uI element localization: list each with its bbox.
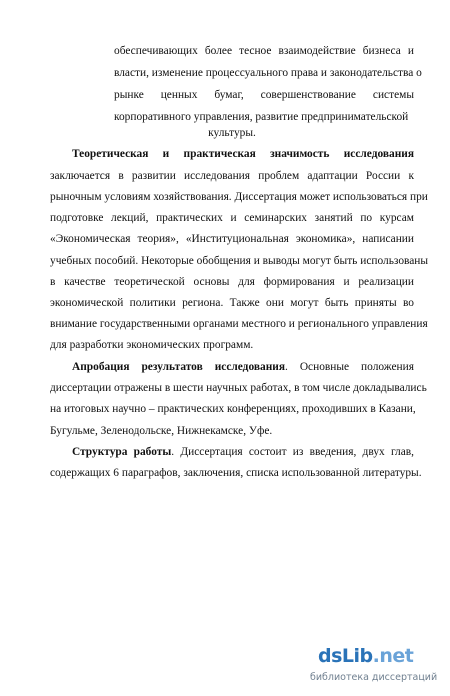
text-line: внимание государственными органами местного и регионального управления <box>50 318 428 330</box>
text-line: рыночным условиям хозяйствования. Диссертация может использоваться при <box>50 191 428 203</box>
text-line: власти, изменение процессуального права и законодательства о <box>114 67 422 79</box>
text-line: содержащих 6 параграфов, заключения, списка использованной литературы. <box>50 467 422 479</box>
text-line: рынке ценных бумаг, совершенствование системы <box>114 89 414 101</box>
text-line: корпоративного управления, развитие предпринимательской <box>114 111 409 123</box>
text-line: культуры. <box>208 127 256 139</box>
heading-approbation: Апробация результатов исследования <box>72 361 285 373</box>
text-line: обеспечивающих более тесное взаимодействие бизнеса и <box>114 45 414 57</box>
heading-structure: Структура работы <box>72 446 172 458</box>
text-line: «Экономическая теория», «Институциональная экономика», написании <box>50 233 414 245</box>
dslib-logo: dsLib.net <box>318 645 414 667</box>
text-line: экономической политики региона. Также они могут быть приняты во <box>50 297 414 309</box>
section-heading <box>72 147 414 161</box>
text-line: подготовке лекций, практических и семинарских занятий по курсам <box>50 212 414 224</box>
text-fragment: . Диссертация состоит из введения, двух глав, <box>171 446 414 458</box>
section-heading <box>72 360 414 374</box>
text-line: Бугульме, Зеленодольске, Нижнекамске, Уфе. <box>50 425 273 437</box>
text-line: в качестве теоретической основы для формирования и реализации <box>50 276 414 288</box>
text-line: диссертации отражены в шести научных работах, в том числе докладывались <box>50 382 427 394</box>
text-line: на итоговых научно – практических конференциях, проходивших в Казани, <box>50 403 416 415</box>
dslib-watermark <box>310 645 438 683</box>
text-line: для разработки экономических программ. <box>50 339 254 351</box>
text-fragment: . Основные положения <box>285 361 414 373</box>
section-heading <box>72 445 414 459</box>
heading-significance: Теоретическая и практическая значимость исследования <box>72 148 414 160</box>
text-line: заключается в развитии исследования проблем адаптации России к <box>50 170 414 182</box>
watermark-subtitle: библиотека диссертаций <box>310 672 438 683</box>
text-line: учебных пособий. Некоторые обобщения и выводы могут быть использованы <box>50 255 429 267</box>
